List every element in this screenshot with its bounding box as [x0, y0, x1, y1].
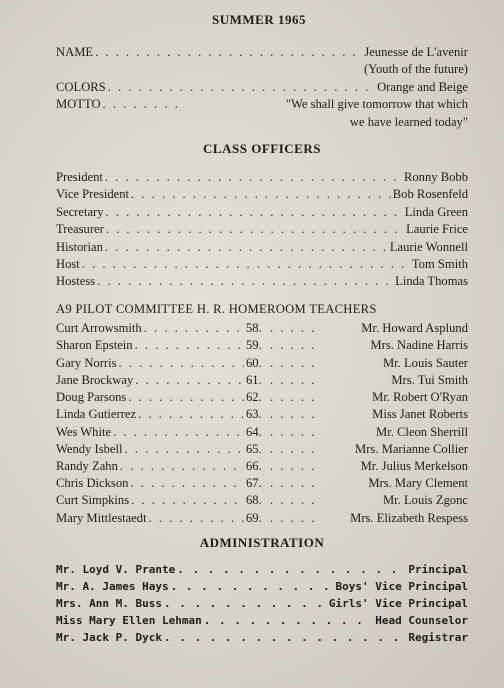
committee-member: Curt Arrowsmith [56, 321, 142, 336]
admin-name: Mr. Loyd V. Prante [56, 562, 176, 576]
homeroom-teacher: Mr. Cleon Sherrill [376, 424, 468, 439]
leader-dots [270, 337, 316, 354]
homeroom-teacher: Mrs. Elizabeth Respess [350, 510, 468, 525]
officers-list [56, 169, 468, 291]
leader-dots [130, 475, 244, 492]
leader-dots [270, 510, 316, 527]
officer-row [56, 256, 468, 273]
homeroom-teacher: Mr. Julius Merkelson [360, 458, 468, 473]
officer-row [56, 186, 468, 203]
officer-role: Historian [56, 239, 103, 254]
page-title: SUMMER 1965 [212, 12, 306, 27]
admin-title: Girls' Vice Principal [328, 596, 468, 610]
committee-row [56, 389, 468, 406]
homeroom-number: 62. [246, 390, 262, 405]
committee-member: Chris Dickson [56, 476, 129, 491]
leader-dots [164, 595, 327, 612]
leader-dots [82, 256, 410, 273]
officer-name: Linda Green [404, 204, 468, 219]
leader-dots [120, 458, 244, 475]
committee-member: Linda Gutierrez [56, 407, 137, 422]
homeroom-teacher: Mrs. Nadine Harris [370, 338, 468, 353]
leader-dots [103, 96, 183, 113]
colors-value: Orange and Beige [377, 79, 468, 94]
name-translation: (Youth of the future) [363, 62, 468, 77]
leader-dots [270, 372, 316, 389]
admin-title: Registrar [408, 630, 468, 644]
committee-member: Wes White [56, 424, 112, 439]
committee-member: Sharon Epstein [56, 338, 133, 353]
leader-dots [97, 273, 393, 290]
committee-row [56, 424, 468, 441]
admin-title: Head Counselor [375, 613, 468, 627]
officer-name: Laurie Wonnell [389, 239, 468, 254]
leader-dots [105, 239, 388, 256]
admin-row [56, 561, 468, 578]
homeroom-number: 66. [246, 458, 262, 473]
officer-name: Tom Smith [411, 257, 468, 272]
homeroom-number: 59. [246, 338, 262, 353]
leader-dots [135, 372, 244, 389]
class-info [56, 44, 468, 131]
officer-role: Host [56, 257, 80, 272]
name-value: Jeunesse de L'avenir [364, 45, 468, 59]
committee-row [56, 458, 468, 475]
motto-value-line1: "We shall give tomorrow that which [285, 97, 468, 112]
leader-dots [135, 337, 244, 354]
leader-dots [95, 44, 362, 61]
leader-dots [128, 389, 244, 406]
administration-heading: ADMINISTRATION [199, 534, 325, 550]
committee-list [56, 320, 468, 526]
officer-role: Hostess [56, 274, 96, 289]
homeroom-teacher: Mrs. Mary Clement [368, 476, 468, 491]
homeroom-teacher: Mr. Robert O'Ryan [372, 390, 468, 405]
officer-row [56, 169, 468, 186]
leader-dots [270, 492, 316, 509]
committee-row [56, 510, 468, 527]
committee-member: Doug Parsons [56, 390, 127, 405]
admin-name: Mrs. Ann M. Buss [56, 596, 162, 610]
officers-heading: CLASS OFFICERS [203, 141, 321, 157]
officer-row [56, 221, 468, 238]
committee-row [56, 475, 468, 492]
colors-label: COLORS [56, 79, 106, 94]
officer-row [56, 273, 468, 290]
leader-dots [106, 204, 403, 221]
homeroom-number: 64. [246, 424, 262, 439]
admin-row [56, 595, 468, 612]
committee-member: Jane Brockway [56, 372, 134, 387]
committee-member: Curt Simpkins [56, 493, 130, 508]
officer-role: President [56, 170, 103, 185]
admin-name: Mr. Jack P. Dyck [56, 630, 162, 644]
admin-title: Principal [408, 562, 468, 576]
motto-row [56, 96, 468, 113]
leader-dots [270, 475, 316, 492]
leader-dots [270, 355, 316, 372]
leader-dots [270, 406, 316, 423]
homeroom-number: 63. [246, 407, 262, 422]
leader-dots [113, 424, 244, 441]
leader-dots [171, 578, 334, 595]
committee-member: Wendy Isbell [56, 441, 123, 456]
homeroom-teacher: Mr. Howard Asplund [361, 321, 468, 336]
committee-row [56, 355, 468, 372]
administration-list [56, 561, 468, 646]
officer-name: Ronny Bobb [403, 170, 468, 185]
homeroom-teacher: Mrs. Marianne Collier [355, 441, 468, 456]
homeroom-teacher: Mrs. Tui Smith [391, 372, 468, 387]
leader-dots [131, 492, 244, 509]
homeroom-teacher: Mr. Louis Sauter [382, 355, 468, 370]
committee-member: Mary Mittlestaedt [56, 510, 147, 525]
admin-name: Mr. A. James Hays [56, 579, 169, 593]
officer-name: Bob Rosenfeld [392, 187, 468, 202]
committee-row [56, 320, 468, 337]
homeroom-number: 67. [246, 476, 262, 491]
officer-role: Treasurer [56, 222, 104, 237]
homeroom-number: 69. [246, 510, 262, 525]
motto-value-line2: we have learned today" [349, 114, 468, 129]
leader-dots [106, 221, 404, 238]
leader-dots [144, 320, 244, 337]
leader-dots [270, 458, 316, 475]
homeroom-number: 61. [246, 372, 262, 387]
leader-dots [108, 79, 375, 96]
homeroom-number: 58. [246, 321, 262, 336]
homeroom-number: 68. [246, 493, 262, 508]
leader-dots [125, 441, 245, 458]
leader-dots [270, 389, 316, 406]
name-label: NAME [56, 45, 94, 59]
committee-row [56, 337, 468, 354]
leader-dots [177, 561, 406, 578]
motto-label: MOTTO [56, 97, 101, 112]
leader-dots [105, 169, 402, 186]
leader-dots [204, 612, 374, 629]
officer-name: Linda Thomas [395, 274, 468, 289]
homeroom-number: 65. [246, 441, 262, 456]
leader-dots [270, 441, 316, 458]
admin-row [56, 629, 468, 646]
leader-dots [138, 406, 244, 423]
officer-role: Secretary [56, 204, 104, 219]
committee-row [56, 492, 468, 509]
leader-dots [270, 320, 316, 337]
admin-title: Boys' Vice Principal [335, 579, 468, 593]
committee-row [56, 406, 468, 423]
officer-name: Laurie Frice [406, 222, 468, 237]
committee-member: Gary Norris [56, 355, 117, 370]
leader-dots [164, 629, 406, 646]
leader-dots [119, 355, 244, 372]
admin-row [56, 612, 468, 629]
committee-heading: A9 PILOT COMMITTEE H. R. HOMEROOM TEACHERS [56, 301, 377, 316]
name-row [56, 44, 468, 61]
homeroom-teacher: Mr. Louis Zgonc [382, 493, 468, 508]
leader-dots [270, 424, 316, 441]
officer-row [56, 204, 468, 221]
committee-row [56, 372, 468, 389]
committee-member: Randy Zahn [56, 458, 118, 473]
admin-name: Miss Mary Ellen Lehman [56, 613, 202, 627]
colors-row [56, 79, 468, 96]
leader-dots [149, 510, 244, 527]
leader-dots [131, 186, 391, 203]
homeroom-number: 60. [246, 355, 262, 370]
officer-row [56, 239, 468, 256]
homeroom-teacher: Miss Janet Roberts [372, 407, 468, 422]
committee-row [56, 441, 468, 458]
admin-row [56, 578, 468, 595]
officer-role: Vice President [56, 187, 130, 202]
